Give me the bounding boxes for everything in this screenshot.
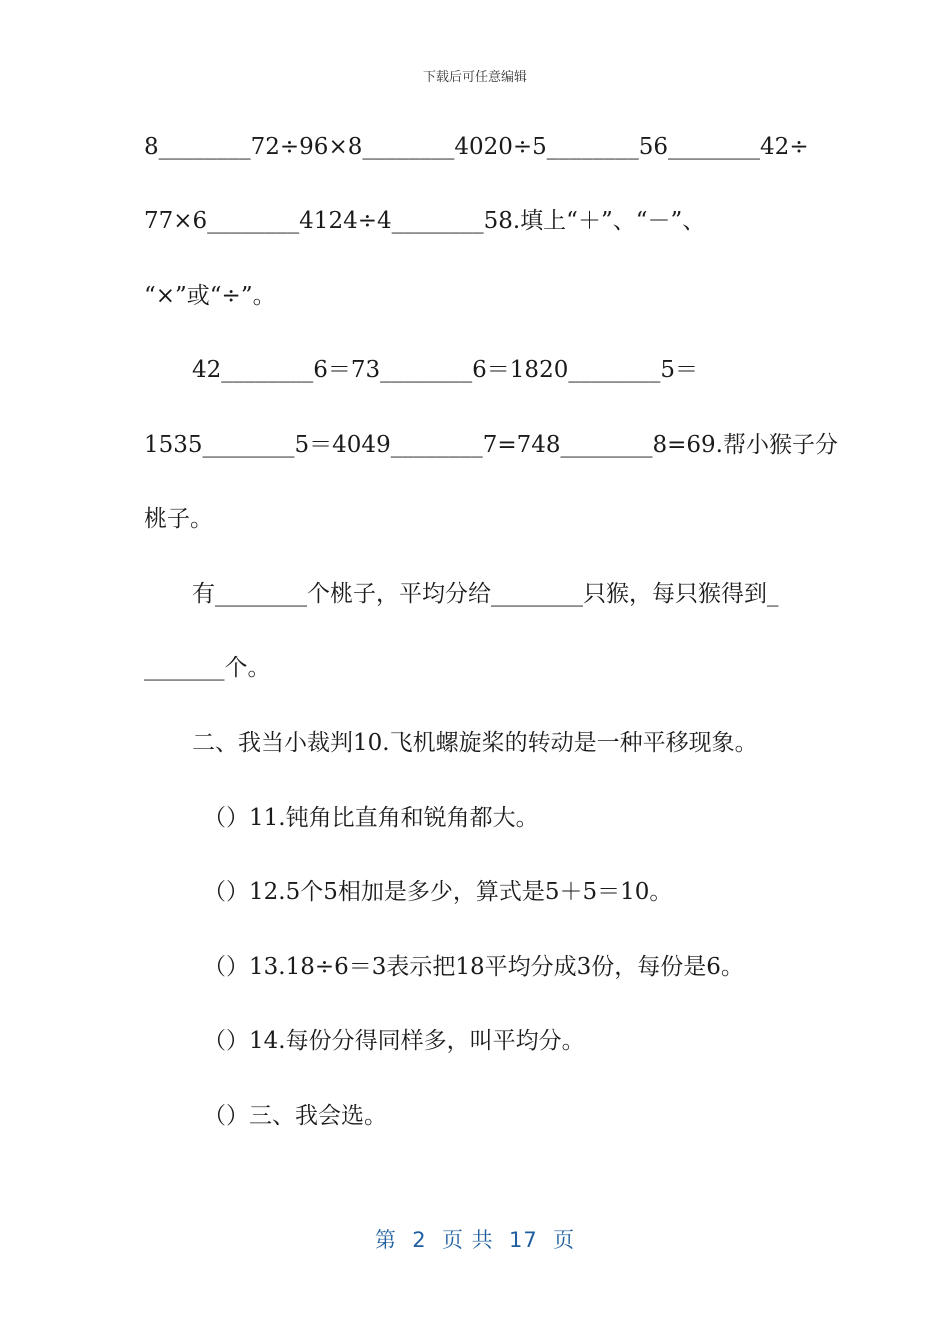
question-13: （）13.18÷6＝3表示把18平均分成3份，每份是6。: [203, 954, 744, 980]
question-11: （）11.钝角比直角和锐角都大。: [203, 805, 539, 831]
section-three-heading: （）三、我会选。: [203, 1103, 387, 1129]
page-header: 下载后可任意编辑: [422, 70, 527, 85]
question-12: （）12.5个5相加是多少，算式是5＋5＝10。: [203, 879, 673, 905]
text-line-1: 8________72÷96×8________4020÷5________56________42÷: [144, 134, 809, 160]
question-14: （）14.每份分得同样多，叫平均分。: [203, 1028, 585, 1054]
text-line-2: 77×6________4124÷4________58.填上“＋”、“－”、: [144, 208, 706, 234]
text-line-8: _______个。: [144, 655, 271, 681]
section-two-heading: 二、我当小裁判10.飞机螺旋桨的转动是一种平移现象。: [192, 730, 758, 756]
text-line-7: 有________个桃子，平均分给________只猴，每只猴得到_: [192, 581, 779, 607]
text-line-4: 42________6＝73________6＝1820________5＝: [192, 357, 698, 383]
page-number-footer: 第 2 页 共 17 页: [374, 1228, 576, 1252]
text-line-3: “×”或“÷”。: [144, 283, 276, 309]
text-line-6: 桃子。: [144, 506, 213, 532]
text-line-5: 1535________5＝4049________7=748________8=69.帮小猴子分: [144, 432, 838, 458]
